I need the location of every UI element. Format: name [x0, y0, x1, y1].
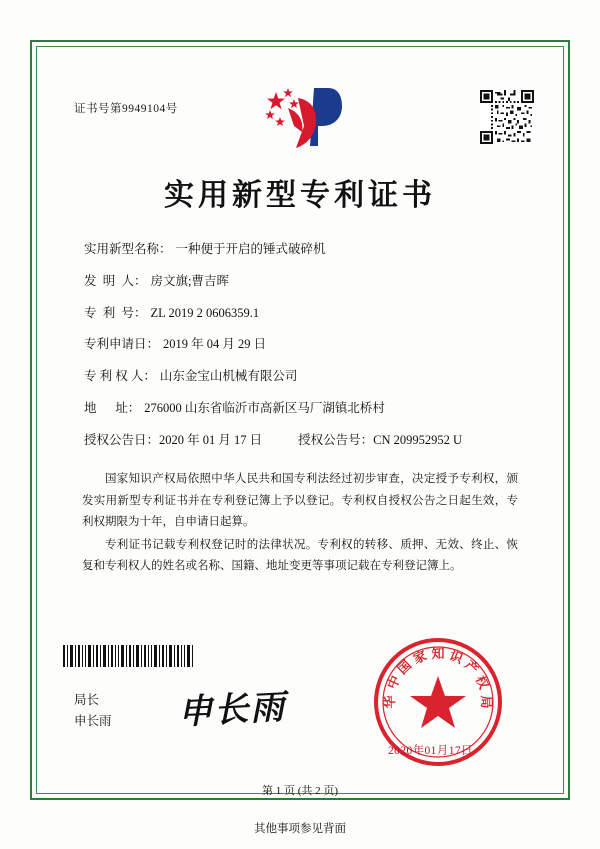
corner-ornament-top-left	[30, 40, 56, 66]
field-value: 276000 山东省临沂市高新区马厂湖镇北桥村	[144, 400, 385, 415]
field-value: 房文旗;曹吉晖	[150, 273, 229, 288]
svg-text:权: 权	[472, 673, 492, 692]
field-row-inventors	[84, 272, 530, 291]
certificate-header-row	[60, 70, 540, 160]
field-label: 实用新型名称：	[84, 242, 172, 256]
grant-date-label: 授权公告日：	[84, 432, 160, 447]
corner-ornament-top-right	[544, 40, 570, 66]
svg-text:中: 中	[384, 673, 404, 692]
legal-paragraph-2: 专利证书记载专利权登记时的法律状况。专利权的转移、质押、无效、终止、恢复和专利权人的姓名或名称、国籍、地址变更等事项记载在专利登记簿上。	[82, 539, 518, 573]
certificate-content	[60, 70, 540, 580]
field-label: 专 利 号：	[84, 305, 147, 320]
field-label: 地 址：	[84, 400, 141, 415]
field-row-patent-number	[84, 304, 530, 323]
svg-text:家: 家	[410, 647, 429, 667]
field-row-grant-info	[84, 431, 530, 450]
grant-announcement-label: 授权公告号：	[298, 432, 374, 447]
barcode	[62, 645, 194, 667]
legal-paragraph-1: 国家知识产权局依照中华人民共和国专利法经过初步审查，决定授予专利权，颁发实用新型专利证书并在专利登记簿上予以登记。专利权自授权公告之日起生效，专利权期限为十年，自申请日起算。	[82, 473, 518, 528]
field-value: 山东金宝山机械有限公司	[159, 369, 298, 383]
field-row-address	[84, 399, 530, 418]
svg-text:知: 知	[431, 646, 445, 661]
signature-block	[74, 690, 112, 731]
qr-code	[480, 90, 534, 144]
field-label: 专利申请日：	[84, 337, 160, 352]
svg-text:局: 局	[479, 695, 494, 709]
field-list	[60, 240, 540, 449]
document-title: 实用新型专利证书	[164, 179, 436, 212]
legal-text	[60, 469, 540, 577]
director-title-label: 局长	[74, 693, 100, 707]
grant-date-value: 2020 年 01 月 17 日	[159, 432, 263, 447]
field-value: ZL 2019 2 0606359.1	[150, 305, 260, 320]
field-label: 专 利 权 人：	[84, 369, 156, 383]
page-number-footer: 第 1 页 (共 2 页)	[261, 785, 339, 797]
certificate-number: 证书号第9949104号	[74, 103, 178, 115]
grant-announcement-value: CN 209952952 U	[373, 432, 463, 447]
field-value: 2019 年 04 月 29 日	[163, 337, 267, 352]
field-row-patentee	[84, 367, 530, 386]
svg-text:华: 华	[382, 695, 397, 709]
back-side-note: 其他事项参见背面	[254, 823, 346, 835]
svg-text:识: 识	[447, 647, 466, 667]
handwritten-signature: 申长雨	[177, 689, 288, 732]
field-label: 发 明 人：	[84, 273, 147, 288]
field-row-utility-model-name	[84, 240, 530, 259]
field-value: 一种便于开启的锤式破碎机	[175, 242, 326, 256]
seal-date: 2020年01月17日	[388, 745, 473, 757]
field-row-application-date	[84, 335, 530, 354]
svg-text:产: 产	[461, 657, 482, 678]
director-name-label: 申长雨	[74, 713, 112, 728]
cnipa-logo-icon	[258, 82, 348, 154]
svg-text:国: 国	[394, 657, 415, 678]
